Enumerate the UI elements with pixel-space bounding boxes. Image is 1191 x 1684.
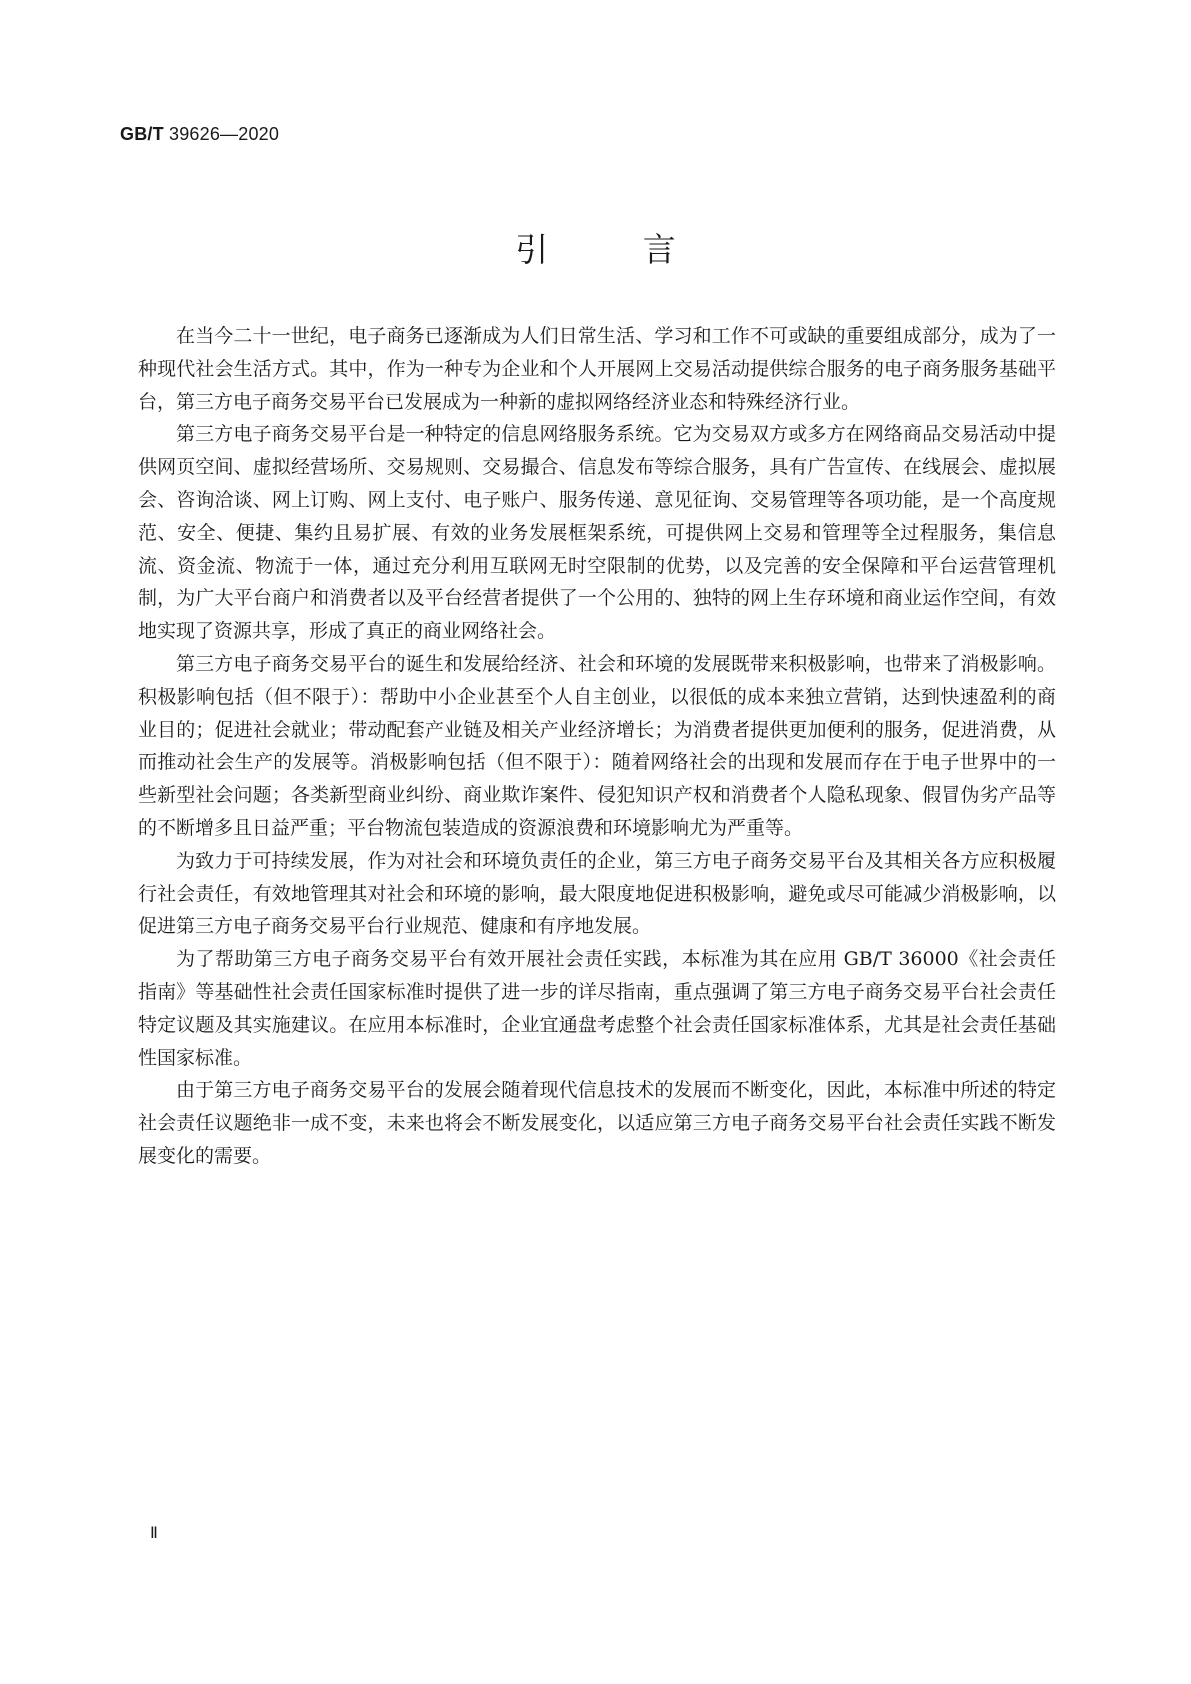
paragraph: 为了帮助第三方电子商务交易平台有效开展社会责任实践，本标准为其在应用 GB/T 36000《社会责任指南》等基础性社会责任国家标准时提供了进一步的详尽指南，重点强调了第三方电子商务交易平台社会责任特定议题及其实施建议。在应用本标准时，企业宜通盘考虑整个社会责任国家标准体系，尤其是社会责任基础性国家标准。 — [138, 948, 1056, 1069]
standard-code — [120, 124, 279, 145]
introduction-body — [138, 320, 1056, 1173]
paragraph: 第三方电子商务交易平台的诞生和发展给经济、社会和环境的发展既带来积极影响，也带来了消极影响。积极影响包括（但不限于）：帮助中小企业甚至个人自主创业，以很低的成本来独立营销，达到快速盈利的商业目的；促进社会就业；带动配套产业链及相关产业经济增长；为消费者提供更加便利的服务，促进消费，从而推动社会生产的发展等。消极影响包括（但不限于）：随着网络社会的出现和发展而存在于电子世界中的一些新型社会问题；各类新型商业纠纷、商业欺诈案件、侵犯知识产权和消费者个人隐私现象、假冒伪劣产品等的不断增多且日益严重；平台物流包装造成的资源浪费和环境影响尤为严重等。 — [138, 652, 1056, 839]
standard-prefix: GB/T — [120, 124, 164, 144]
page-number: Ⅱ — [150, 1525, 158, 1542]
paragraph: 为致力于可持续发展，作为对社会和环境负责任的企业，第三方电子商务交易平台及其相关各方应积极履行社会责任，有效地管理其对社会和环境的影响，最大限度地促进积极影响，避免或尽可能减少消极影响，以促进第三方电子商务交易平台行业规范、健康和有序地发展。 — [138, 849, 1056, 938]
paragraph: 在当今二十一世纪，电子商务已逐渐成为人们日常生活、学习和工作不可或缺的重要组成部分，成为了一种现代社会生活方式。其中，作为一种专为企业和个人开展网上交易活动提供综合服务的电子商务服务基础平台，第三方电子商务交易平台已发展成为一种新的虚拟网络经济业态和特殊经济行业。 — [138, 325, 1056, 413]
paragraph: 第三方电子商务交易平台是一种特定的信息网络服务系统。它为交易双方或多方在网络商品交易活动中提供网页空间、虚拟经营场所、交易规则、交易撮合、信息发布等综合服务，具有广告宣传、在线展会、虚拟展会、咨询洽谈、网上订购、网上支付、电子账户、服务传递、意见征询、交易管理等各项功能，是一个高度规范、安全、便捷、集约且易扩展、有效的业务发展框架系统，可提供网上交易和管理等全过程服务，集信息流、资金流、物流于一体，通过充分利用互联网无时空限制的优势，以及完善的安全保障和平台运营管理机制，为广大平台商户和消费者以及平台经营者提供了一个公用的、独特的网上生存环境和商业运作空间，有效地实现了资源共享，形成了真正的商业网络社会。 — [138, 423, 1056, 643]
paragraph: 由于第三方电子商务交易平台的发展会随着现代信息技术的发展而不断变化，因此，本标准中所述的特定社会责任议题绝非一成不变，未来也将会不断发展变化，以适应第三方电子商务交易平台社会责任实践不断发展变化的需要。 — [138, 1079, 1056, 1167]
section-title: 引 言 — [515, 230, 718, 269]
standard-number: 39626—2020 — [169, 124, 280, 144]
